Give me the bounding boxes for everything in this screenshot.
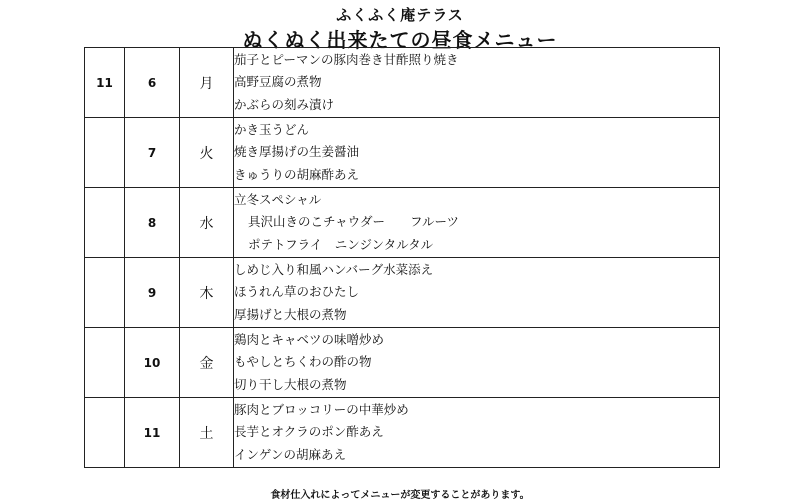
- dishes-cell: [234, 48, 720, 118]
- dish-item: しめじ入り和風ハンバーグ水菜添え: [234, 261, 434, 277]
- dish-item: 豚肉とブロッコリーの中華炒め: [234, 401, 409, 417]
- dish-item: もやしとちくわの酢の物: [234, 354, 372, 370]
- month-cell: [85, 258, 125, 328]
- dishes-cell: [234, 258, 720, 328]
- dish-item: かぶらの刻み漬け: [234, 96, 335, 112]
- table-row: [85, 328, 720, 398]
- weekday-cell: 金: [180, 328, 234, 398]
- weekday-cell: 木: [180, 258, 234, 328]
- month-cell: [85, 328, 125, 398]
- day-cell: 7: [125, 118, 180, 188]
- dish-item: きゅうりの胡麻酢あえ: [234, 166, 360, 182]
- day-cell: 10: [125, 328, 180, 398]
- dishes-cell: [234, 118, 720, 188]
- footer-note: 食材仕入れによってメニューが変更することがあります。: [270, 490, 530, 501]
- dish-item: 焼き厚揚げの生姜醤油: [234, 144, 360, 160]
- month-cell: [85, 398, 125, 468]
- month-cell: [85, 188, 125, 258]
- dish-item: かき玉うどん: [234, 121, 310, 137]
- table-row: [85, 398, 720, 468]
- day-cell: 11: [125, 398, 180, 468]
- weekday-cell: 月: [180, 48, 234, 118]
- table-row: [85, 258, 720, 328]
- dish-item: インゲンの胡麻あえ: [234, 446, 347, 462]
- table-row: [85, 188, 720, 258]
- weekday-cell: 火: [180, 118, 234, 188]
- day-cell: 8: [125, 188, 180, 258]
- table-row: [85, 48, 720, 118]
- weekday-cell: 土: [180, 398, 234, 468]
- table-row: [85, 118, 720, 188]
- dish-item: ほうれん草のおひたし: [234, 284, 360, 300]
- day-cell: 6: [125, 48, 180, 118]
- day-cell: 9: [125, 258, 180, 328]
- dish-item: 立冬スペシャル: [234, 191, 322, 207]
- dish-item: 長芋とオクラのポン酢あえ: [234, 424, 384, 440]
- month-cell: [85, 118, 125, 188]
- dish-item: 茄子とピーマンの豚肉巻き甘酢照り焼き: [234, 51, 459, 67]
- page-title: ぬくぬく出来たての昼食メニュー: [242, 28, 558, 52]
- dish-item: 高野豆腐の煮物: [234, 74, 322, 90]
- dish-item: 厚揚げと大根の煮物: [234, 306, 347, 322]
- weekday-cell: 水: [180, 188, 234, 258]
- dish-item: 鶏肉とキャベツの味噌炒め: [234, 331, 385, 347]
- dishes-cell: [234, 188, 720, 258]
- month-cell: 11: [85, 48, 125, 118]
- dish-item: ポテトフライ ニンジンタルタル: [248, 236, 434, 252]
- dishes-cell: [234, 398, 720, 468]
- lunch-menu-table: [84, 47, 720, 468]
- dish-item: 切り干し大根の煮物: [234, 376, 347, 392]
- dishes-cell: [234, 328, 720, 398]
- facility-name: ふくふく庵テラス: [336, 6, 464, 24]
- dish-item: 具沢山きのこチャウダー フルーツ: [248, 214, 460, 230]
